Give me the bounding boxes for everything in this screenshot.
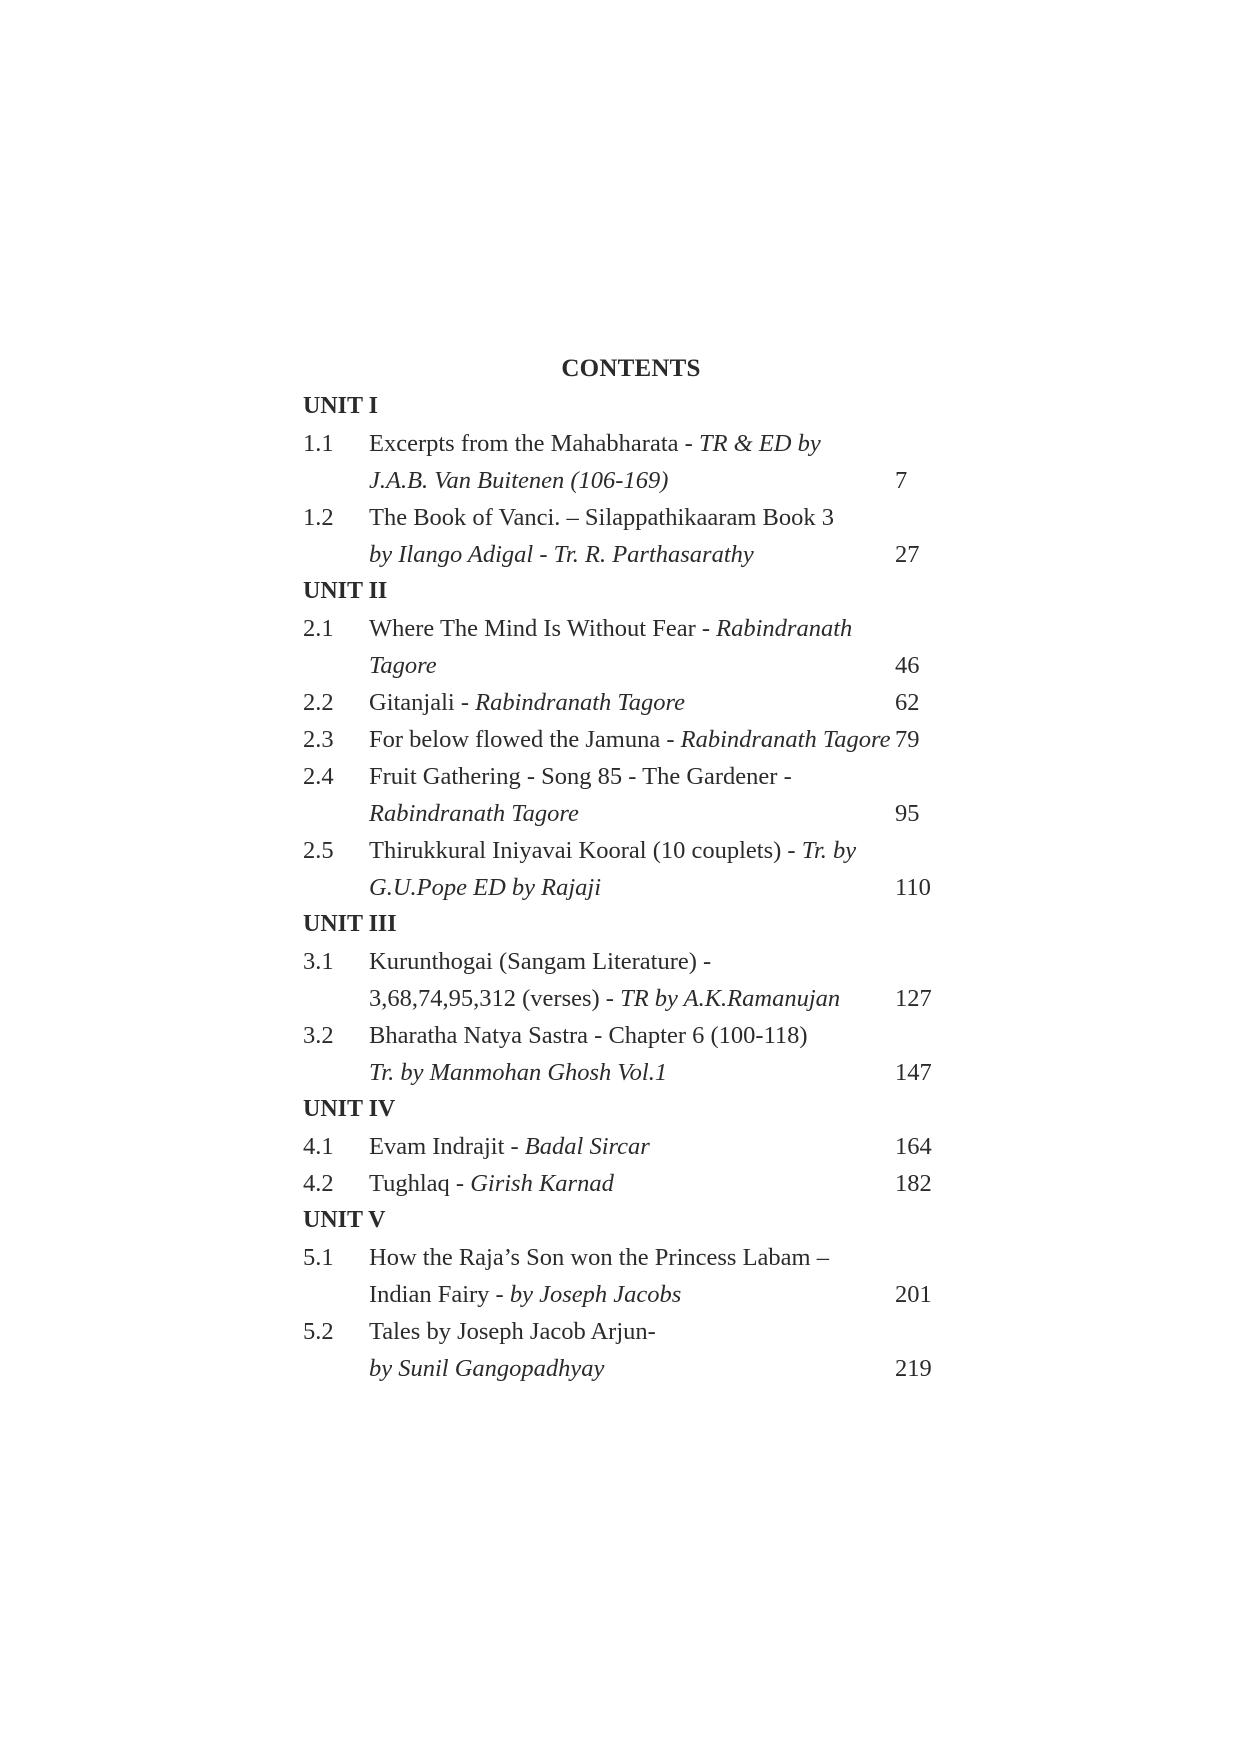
- entry-author-text: by Joseph Jacobs: [509, 1281, 682, 1308]
- entry-page-number: 79: [895, 726, 920, 753]
- toc-entry: [303, 684, 943, 721]
- entry-author-text: TR & ED by: [698, 430, 821, 457]
- entry-page-number: 7: [895, 467, 908, 494]
- entry-text: [369, 536, 754, 573]
- entry-number: 5.1: [303, 1244, 334, 1271]
- entry-title-text: For below flowed the Jamuna -: [369, 726, 681, 753]
- table-of-contents: [303, 350, 943, 1387]
- entry-title-text: The Book of Vanci. – Silappathikaaram Book 3: [369, 504, 834, 531]
- entry-title-text: Tales by Joseph Jacob Arjun-: [369, 1318, 656, 1345]
- entry-text: [369, 832, 856, 869]
- entry-text: [369, 647, 437, 684]
- entry-number: 2.2: [303, 689, 334, 716]
- entry-author-text: Rabindranath Tagore: [475, 689, 686, 716]
- unit-heading: UNIT II: [303, 578, 388, 604]
- entry-text: [369, 721, 891, 758]
- toc-entry-continuation: [303, 1276, 943, 1313]
- entry-page-number: 219: [895, 1355, 932, 1382]
- entry-page-number: 147: [895, 1059, 932, 1086]
- toc-entry-continuation: [303, 869, 943, 906]
- entry-text: [369, 943, 711, 980]
- toc-entry-continuation: [303, 1054, 943, 1091]
- entry-title-text: Thirukkural Iniyavai Kooral (10 couplets) -: [369, 837, 802, 864]
- entry-author-text: Rabindranath: [716, 615, 853, 642]
- toc-entry: [303, 1313, 943, 1350]
- entry-title-text: Excerpts from the Mahabharata -: [369, 430, 699, 457]
- toc-entry: [303, 943, 943, 980]
- entry-number: 2.4: [303, 763, 334, 790]
- entry-title-text: Tughlaq -: [369, 1170, 471, 1197]
- entry-author-text: Rabindranath Tagore: [369, 800, 579, 827]
- toc-entry-continuation: [303, 536, 943, 573]
- entry-title-text: Fruit Gathering - Song 85 - The Gardener -: [369, 763, 792, 790]
- toc-entry-continuation: [303, 647, 943, 684]
- toc-entry: [303, 758, 943, 795]
- entry-page-number: 164: [895, 1133, 932, 1160]
- entry-author-text: Girish Karnad: [470, 1170, 614, 1197]
- entry-title-text: Gitanjali -: [369, 689, 476, 716]
- entry-title-text: Kurunthogai (Sangam Literature) -: [369, 948, 712, 975]
- toc-entry: [303, 499, 943, 536]
- entry-text: [369, 1239, 829, 1276]
- entry-text: [369, 1350, 604, 1387]
- entry-text: [369, 684, 685, 721]
- entry-author-text: TR by A.K.Ramanujan: [620, 985, 841, 1012]
- toc-entry: [303, 832, 943, 869]
- entry-number: 2.1: [303, 615, 334, 642]
- toc-entry: [303, 610, 943, 647]
- page-title: CONTENTS: [561, 355, 701, 382]
- entry-number: 3.2: [303, 1022, 334, 1049]
- entry-number: 4.2: [303, 1170, 334, 1197]
- unit-heading: UNIT I: [303, 393, 378, 419]
- entry-title-text: 3,68,74,95,312 (verses) -: [369, 985, 621, 1012]
- unit-heading: UNIT V: [303, 1207, 386, 1233]
- entry-text: [369, 610, 852, 647]
- entry-text: [369, 1054, 667, 1091]
- entry-number: 1.2: [303, 504, 334, 531]
- entry-author-text: Rabindranath Tagore: [680, 726, 891, 753]
- entry-page-number: 95: [895, 800, 920, 827]
- toc-entry-continuation: [303, 795, 943, 832]
- entry-number: 5.2: [303, 1318, 334, 1345]
- toc-entry-continuation: [303, 980, 943, 1017]
- entry-author-text: Tr. by: [801, 837, 857, 864]
- entry-title-text: Where The Mind Is Without Fear -: [369, 615, 717, 642]
- toc-entry: [303, 425, 943, 462]
- entry-title-text: Indian Fairy -: [369, 1281, 510, 1308]
- unit-heading: UNIT III: [303, 911, 397, 937]
- entry-text: [369, 795, 579, 832]
- entry-number: 2.5: [303, 837, 334, 864]
- entry-author-text: by Sunil Gangopadhyay: [369, 1355, 605, 1382]
- entry-page-number: 110: [895, 874, 931, 901]
- toc-entry-continuation: [303, 1350, 943, 1387]
- entry-author-text: G.U.Pope ED by Rajaji: [369, 874, 602, 901]
- entry-author-text: by Ilango Adigal - Tr. R. Parthasarathy: [369, 541, 754, 568]
- entry-page-number: 62: [895, 689, 920, 716]
- toc-body: [303, 388, 943, 1387]
- entry-page-number: 201: [895, 1281, 932, 1308]
- entry-page-number: 182: [895, 1170, 932, 1197]
- entry-page-number: 46: [895, 652, 920, 679]
- entry-text: [369, 980, 840, 1017]
- toc-entry: [303, 1165, 943, 1202]
- unit-heading: UNIT IV: [303, 1096, 396, 1122]
- toc-entry-continuation: [303, 462, 943, 499]
- toc-entry: [303, 1128, 943, 1165]
- toc-entry: [303, 721, 943, 758]
- entry-text: [369, 1165, 614, 1202]
- toc-entry: [303, 1017, 943, 1054]
- entry-text: [369, 1017, 808, 1054]
- entry-text: [369, 1313, 656, 1350]
- entry-author-text: Tagore: [369, 652, 437, 679]
- entry-author-text: J.A.B. Van Buitenen (106-169): [369, 467, 669, 494]
- entry-author-text: Tr. by Manmohan Ghosh Vol.1: [369, 1059, 668, 1086]
- entry-number: 1.1: [303, 430, 334, 457]
- entry-page-number: 127: [895, 985, 932, 1012]
- toc-entry: [303, 1239, 943, 1276]
- entry-number: 3.1: [303, 948, 334, 975]
- entry-text: [369, 425, 821, 462]
- entry-text: [369, 462, 668, 499]
- entry-text: [369, 1276, 681, 1313]
- entry-title-text: Bharatha Natya Sastra - Chapter 6 (100-118): [369, 1022, 808, 1049]
- entry-title-text: Evam Indrajit -: [369, 1133, 525, 1160]
- entry-title-text: How the Raja’s Son won the Princess Labam –: [369, 1244, 829, 1271]
- entry-page-number: 27: [895, 541, 920, 568]
- entry-text: [369, 499, 834, 536]
- entry-number: 2.3: [303, 726, 334, 753]
- entry-text: [369, 869, 601, 906]
- entry-number: 4.1: [303, 1133, 334, 1160]
- entry-text: [369, 758, 792, 795]
- entry-text: [369, 1128, 650, 1165]
- entry-author-text: Badal Sircar: [524, 1133, 650, 1160]
